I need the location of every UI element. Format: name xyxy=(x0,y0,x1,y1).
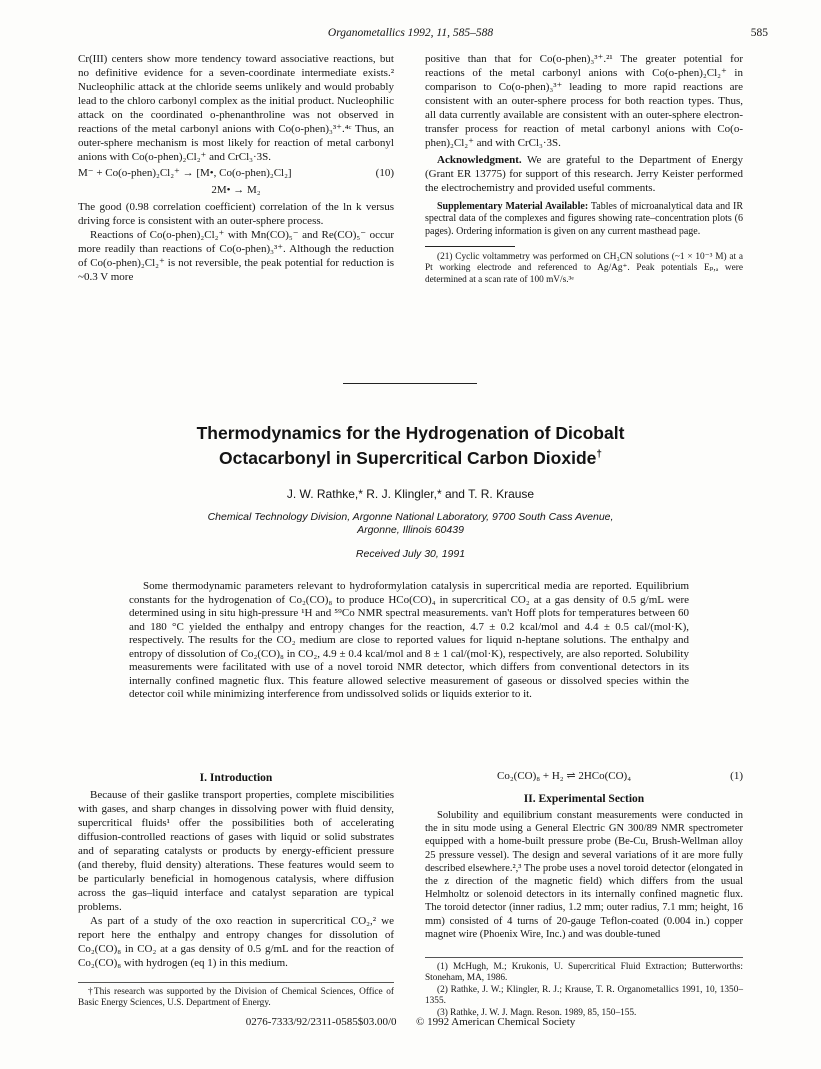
equation-body: M⁻ + Co(o-phen)₂Cl₂⁺ → [M•, Co(o-phen)₂Cl₂] xyxy=(78,167,292,179)
affiliation-line-2: Argonne, Illinois 60439 xyxy=(357,524,464,536)
article-title xyxy=(0,422,821,469)
footnote-divider xyxy=(425,246,515,247)
introduction-column xyxy=(78,771,394,970)
supplementary-material xyxy=(425,201,743,238)
abstract: Some thermodynamic parameters relevant to hydroformylation catalysis in supercritical media are reported. Equilibrium constants for the hydrogenation of Co₂(CO)₈ to produce HCo(CO)₄ in supercritical CO₂ at a gas density of 0.5 g/mL were determined using in situ high-pressure ¹H and ⁵⁹Co NMR spectral measurements. van't Hoff plots for temperatures between 60 and 180 °C yielded the enthalpy and entropy changes for the reaction, 4.7 ± 0.2 kcal/mol and 4.4 ± 0.5 cal/(mol·K), respectively. The results for the CO₂ medium are close to reported values for liquid n-heptane solutions. The enthalpy and entropy of dissolution of Co₂(CO)₈ in CO₂, 4.9 ± 0.4 kcal/mol and 8 ± 1 cal/(mol·K), respectively, are also reported. Solubility measurements were facilitated with use of a novel toroid NMR detector, which differs from conventional detectors in its internally confined magnetic flux. This feature allowed selective measurement of gaseous or dissolved species within the detector coil while minimizing interference from undissolved solids or liquids exterior to it. xyxy=(129,580,689,700)
equation-11 xyxy=(78,183,394,198)
title-dagger: † xyxy=(596,449,602,460)
paragraph: Cr(III) centers show more tendency toward associative reactions, but no definitive evidence for a seven-coordinate intermediate exists.² Nucleophilic attack at the chloride seems unlikely and would probably lead to the chloro carbonyl complex as the initial product. Nucleophilic attack on the coordinated o-phenanthroline was not observed in reactions of the metal carbonyl anions with Co(o-phen)₃³⁺.⁴ᶜ Thus, an outer-sphere mechanism is most likely for reaction of metal carbonyl anions with Co(o-phen)₂Cl₂⁺ and CrCl₃·3S. xyxy=(78,53,394,163)
experimental-column xyxy=(425,769,743,941)
introduction-heading: I. Introduction xyxy=(199,772,273,784)
footnote-21: (21) Cyclic voltammetry was performed on CH₃CN solutions (~1 × 10⁻³ M) at a Pt working electrode and referenced to Ag/Ag⁺. Peak potentials Eₚ,ₐ were determined at a scan rate of 100 mV/s.³ᵉ xyxy=(425,251,743,285)
page-footer xyxy=(0,1016,821,1028)
reference-item: (3) Rathke, J. W. J. Magn. Reson. 1989, 85, 150–155. xyxy=(437,1007,637,1018)
previous-article-right-column xyxy=(425,52,743,286)
paragraph: Solubility and equilibrium constant measurements were conducted in the in situ mode using a General Electric GN 300/89 NMR spectrometer equipped with a home-built pressure probe (Be-Cu, Brush-Wellman alloy 25 pressure vessel). The design and several variations of it are more fully described elsewhere.²,³ The probe uses a novel toroid detector (elongated in the z direction of the magnetic field) which differs from the usual Helmholtz or solenoid detectors in its internally confined magnetic flux. The toroid detector (inner radius, 1.2 mm; outer radius, 7.1 mm; height, 16 mm) consisted of 4 turns of 20-gauge Teflon-coated (0.004 in.) copper magnet wire (Phoenix Wire, Inc.) and was double-tuned xyxy=(425,810,743,940)
dagger-footnote: †This research was supported by the Division of Chemical Sciences, Office of Basic Energy Sciences, U.S. Department of Energy. xyxy=(78,987,394,1009)
title-line-2-text: Octacarbonyl in Supercritical Carbon Dioxide xyxy=(219,447,597,468)
page-number: 585 xyxy=(750,27,768,39)
paragraph: Reactions of Co(o-phen)₂Cl₂⁺ with Mn(CO)₅⁻ and Re(CO)₅⁻ occur more readily than reactions of Co(o-phen)₃³⁺. Although the reduction of Co(o-phen)₂Cl₂⁺ is not reversible, the peak potential for reduction is ~0.3 V more xyxy=(78,229,394,283)
equation-10 xyxy=(78,166,394,181)
equation-body: 2M• → M₂ xyxy=(211,184,261,196)
equation-number: (10) xyxy=(375,167,394,179)
reference-item: (2) Rathke, J. W.; Klingler, R. J.; Krause, T. R. Organometallics 1991, 10, 1350–1355. xyxy=(425,984,743,1007)
affiliation-line-1: Chemical Technology Division, Argonne National Laboratory, 9700 South Cass Avenue, xyxy=(207,511,614,523)
running-header: Organometallics 1992, 11, 585–588 xyxy=(327,27,494,39)
previous-article-left-column xyxy=(78,52,394,284)
title-line-1: Thermodynamics for the Hydrogenation of Dicobalt xyxy=(196,423,625,443)
footer-code: 0276-7333/92/2311-0585$03.00/0 xyxy=(245,1016,397,1028)
paragraph: Because of their gaslike transport properties, complete miscibilities with gases, and sharp changes in dissolving power with fluid density, supercritical fluids¹ offer the possibilities both of accelerating diffusion-controlled reactions of gases with liquid or solid substrates and of separating catalysts or products by energy-efficient pressure (and thereby, fluid density) alterations. These features would seem to be particularly beneficial in homogenous catalysis, where diffusion across the gas–liquid interface and catalyst separation are typical problems. xyxy=(78,789,394,913)
equation-1 xyxy=(425,769,743,784)
acknowledgment-label: Acknowledgment. xyxy=(437,154,522,166)
experimental-heading: II. Experimental Section xyxy=(523,793,645,805)
supplementary-label: Supplementary Material Available: xyxy=(437,201,589,212)
references-rule xyxy=(425,957,743,958)
acknowledgment xyxy=(425,153,743,195)
paragraph: The good (0.98 correlation coefficient) correlation of the ln k versus driving force is consistent with an outer-sphere process. xyxy=(78,201,394,227)
equation-body: Co₂(CO)₈ + H₂ ⇌ 2HCo(CO)₄ xyxy=(497,770,632,782)
acknowledgment-text: We are grateful to the Department of Energy (Grant ER 13775) for support of this research. Jerry Keister performed the electrochemistry and provided useful comments. xyxy=(425,154,743,194)
authors: J. W. Rathke,* R. J. Klingler,* and T. R. Krause xyxy=(286,487,535,501)
affiliation xyxy=(0,511,821,537)
equation-number: (1) xyxy=(730,770,743,782)
reference-item: (1) McHugh, M.; Krukonis, U. Supercritical Fluid Extraction; Butterworths: Stoneham, MA, 1986. xyxy=(425,962,743,984)
supplementary-text: Tables of microanalytical data and IR spectral data of the complexes and figures showing rate–concentration plots (6 pages). Ordering information is given on any current masthead page. xyxy=(425,201,743,237)
paragraph: positive than that for Co(o-phen)₃³⁺.²¹ The greater potential for reactions of the metal carbonyl anions with Co(o-phen)₂Cl₂⁺ in comparison to Co(o-phen)₃³⁺ leading to more rapid reactions are consistent with an outer-sphere process for both reaction types. Thus, all data currently available are consistent with an outer-sphere electron-transfer process for reaction of metal carbonyl anions with Co(o-phen)₂Cl₂⁺ and with CrCl₃·3S. xyxy=(425,53,743,149)
footnote-rule xyxy=(78,982,394,983)
references xyxy=(425,962,743,1019)
title-line-2 xyxy=(0,444,821,469)
article-separator-rule xyxy=(343,383,477,384)
received-date: Received July 30, 1991 xyxy=(355,548,466,560)
paragraph: As part of a study of the oxo reaction in supercritical CO₂,² we report here the enthalpy and entropy changes for dissolution of Co₂(CO)₈ in CO₂ at a gas density of 0.5 g/mL and for the reaction of Co₂(CO)₈ with hydrogen (eq 1) in this medium. xyxy=(78,915,394,969)
footer-copyright: © 1992 American Chemical Society xyxy=(416,1016,576,1028)
